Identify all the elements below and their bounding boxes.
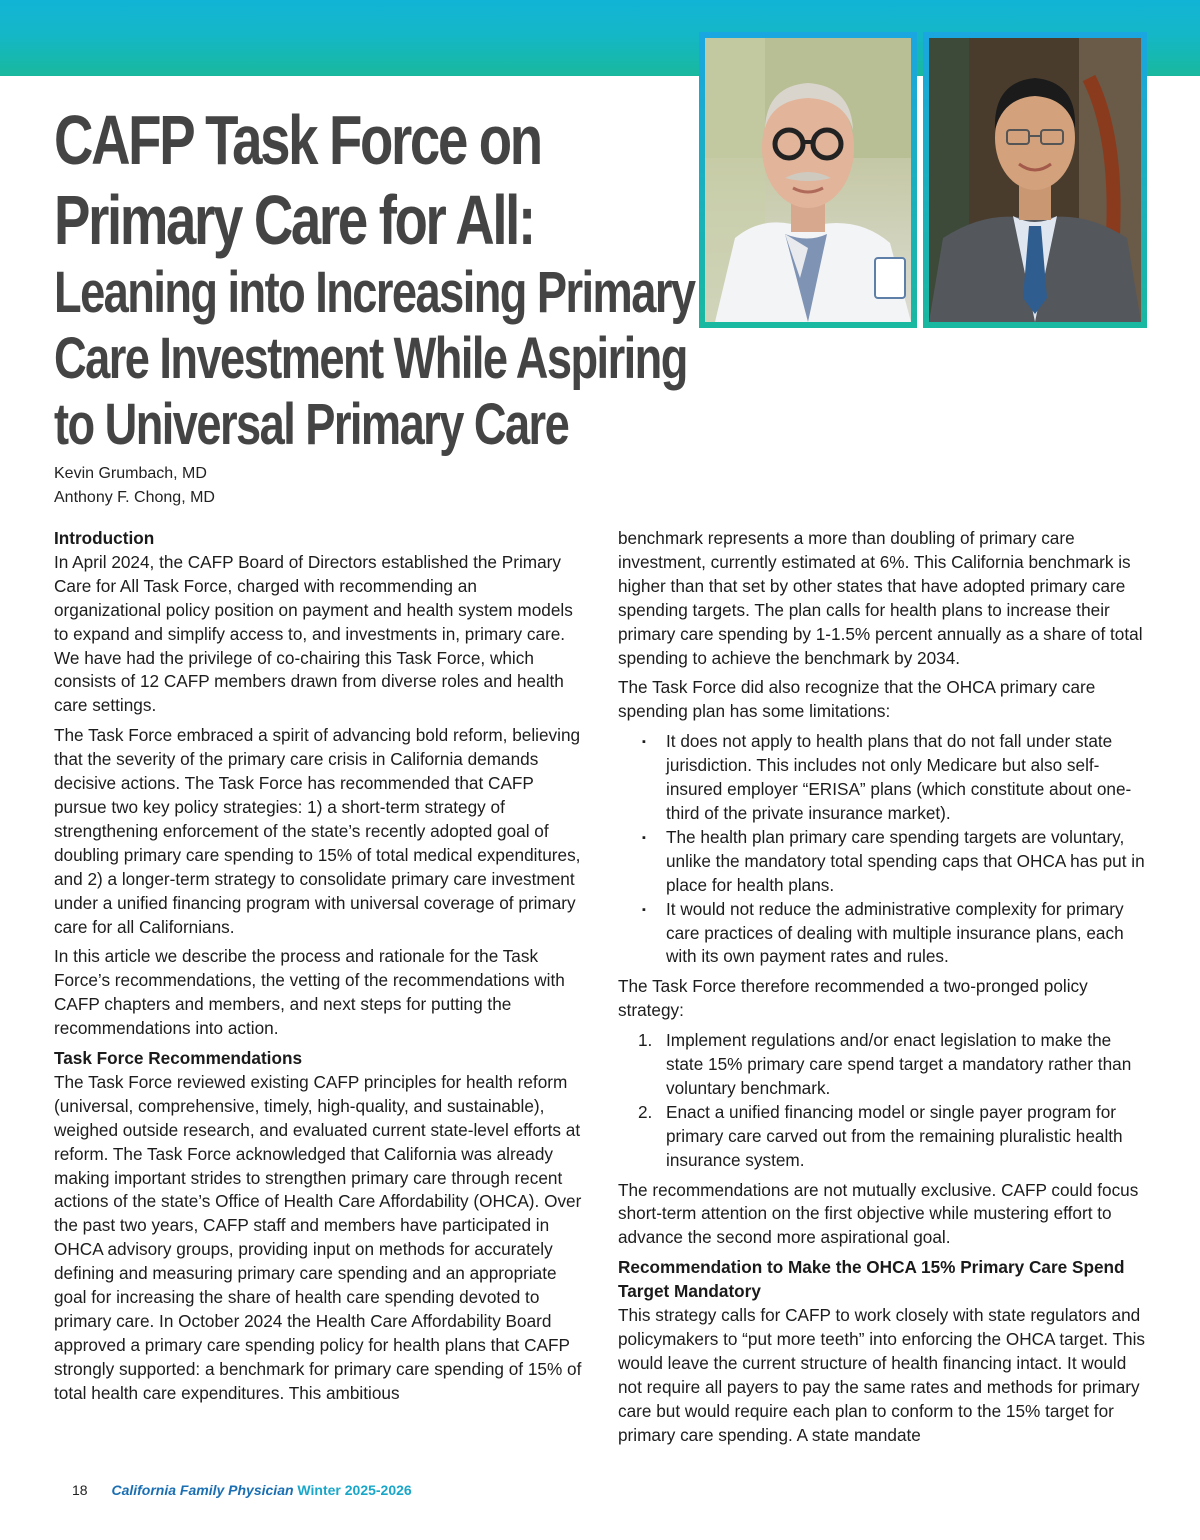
paragraph: This strategy calls for CAFP to work closely with state regulators and policymakers to “put more teeth” into enforcing the OHCA target. This would leave the current structure of health financing intact. It would not require all payers to pay the same rates and methods for primary care but would require each plan to conform to the 15% target for primary care spending. A state mandate (618, 1305, 1146, 1445)
paragraph: In this article we describe the process and rationale for the Task Force’s recommendations, the vetting of the recommendations with CAFP chapters and members, and next steps for putting the recommendations into action. (54, 946, 565, 1039)
subtitle-line-3: to Universal Primary Care (54, 392, 569, 457)
paragraph: The Task Force therefore recommended a two-pronged policy strategy: (618, 976, 1088, 1021)
strategy-list (618, 1029, 1150, 1172)
subtitle-line-2: Care Investment While Aspiring (54, 326, 687, 391)
section-heading-mandatory-target: Recommendation to Make the OHCA 15% Primary Care Spend Target Mandatory (618, 1257, 1125, 1302)
author-1: Kevin Grumbach, MD (54, 465, 207, 482)
paragraph: benchmark represents a more than doubling of primary care investment, currently estimated at 6%. This California benchmark is higher than that set by other states that have adopted primary care spending targets. The plan calls for health plans to increase their primary care spending by 1-1.5% percent annually as a share of total spending to achieve the benchmark by 2034. (618, 528, 1143, 668)
page-subtitle (54, 260, 694, 458)
page-title (54, 100, 553, 260)
portrait-kevin-grumbach (705, 38, 911, 322)
issue-date: Winter 2025-2026 (297, 1482, 412, 1498)
photo-frame-chong (923, 32, 1147, 328)
list-item: ▪ It would not reduce the administrative complexity for primary care practices of dealing with multiple insurance plans, each with its own payment rates and rules. (666, 898, 1150, 970)
page-number: 18 (72, 1482, 88, 1498)
limitations-list (618, 730, 1150, 969)
list-item-text: Implement regulations and/or enact legislation to make the state 15% primary care spend target a mandatory rather than voluntary benchmark. (666, 1030, 1132, 1098)
portrait-illustration-2 (929, 38, 1141, 322)
list-item (638, 1029, 1150, 1101)
portrait-anthony-chong (929, 38, 1141, 322)
paragraph: The Task Force did also recognize that the OHCA primary care spending plan has some limitations: (618, 677, 1096, 722)
list-number: 2. (638, 1101, 653, 1122)
paragraph: In April 2024, the CAFP Board of Directors established the Primary Care for All Task Force, charged with recommending an organizational policy position on payment and health system models to expand and simplify access to, and investments in, primary care. We have had the privilege of co-chairing this Task Force, which consists of 12 CAFP members drawn from diverse roles and health care settings. (54, 551, 573, 716)
page-footer (72, 1482, 412, 1498)
title-line-2: Primary Care for All: (54, 181, 534, 259)
article-column-left (54, 527, 584, 1412)
subtitle-line-1: Leaning into Increasing Primary (54, 260, 695, 325)
article-column-right (618, 527, 1150, 1454)
author-2: Anthony F. Chong, MD (54, 489, 215, 506)
photo-frame-grumbach (699, 32, 917, 328)
list-item-text: Enact a unified financing model or single payer program for primary care carved out from the remaining pluralistic health insurance system. (666, 1101, 1123, 1170)
list-item (638, 1101, 1150, 1173)
paragraph: The recommendations are not mutually exclusive. CAFP could focus short-term attention on the first objective while mustering effort to advance the second more aspirational goal. (618, 1179, 1139, 1248)
title-line-1: CAFP Task Force on (54, 101, 541, 179)
section-heading-recommendations: Task Force Recommendations (54, 1048, 303, 1069)
list-item: ▪ The health plan primary care spending targets are voluntary, unlike the mandatory total spending caps that OHCA has put in place for health plans. (666, 826, 1150, 898)
paragraph: The Task Force embraced a spirit of advancing bold reform, believing that the severity of the primary care crisis in California demands decisive actions. The Task Force has recommended that CAFP pursue two key policy strategies: 1) a short-term strategy of strengthening enforcement of the state’s recently adopted goal of doubling primary care spending to 15% of total medical expenditures, and 2) a longer-term strategy to consolidate primary care investment under a unified financing program with universal coverage of primary care for all Californians. (54, 725, 581, 937)
section-heading-introduction: Introduction (54, 528, 155, 548)
list-number: 1. (638, 1030, 653, 1051)
list-item: ▪ It does not apply to health plans that do not fall under state jurisdiction. This includes not only Medicare but also self-insured employer “ERISA” plans (which constitute about one-third of the private insurance market). (666, 730, 1150, 826)
paragraph: The Task Force reviewed existing CAFP principles for health reform (universal, comprehensive, timely, high-quality, and sustainable), weighed outside research, and evaluated current state-level efforts at reform. The Task Force acknowledged that California was already making important strides to strengthen primary care through recent actions of the state’s Office of Health Care Affordability (OHCA). Over the past two years, CAFP staff and members have participated in OHCA advisory groups, providing input on methods for accurately defining and measuring primary care spending and an appropriate goal for increasing the share of health care spending devoted to primary care. In October 2024 the Health Care Affordability Board approved a primary care spending policy for health plans that CAFP strongly supported: a benchmark for primary care spending of 15% of total health care expenditures. This ambitious (54, 1071, 582, 1403)
portrait-illustration-1 (705, 38, 911, 322)
author-list (54, 462, 215, 510)
magazine-name: California Family Physician (111, 1482, 294, 1498)
